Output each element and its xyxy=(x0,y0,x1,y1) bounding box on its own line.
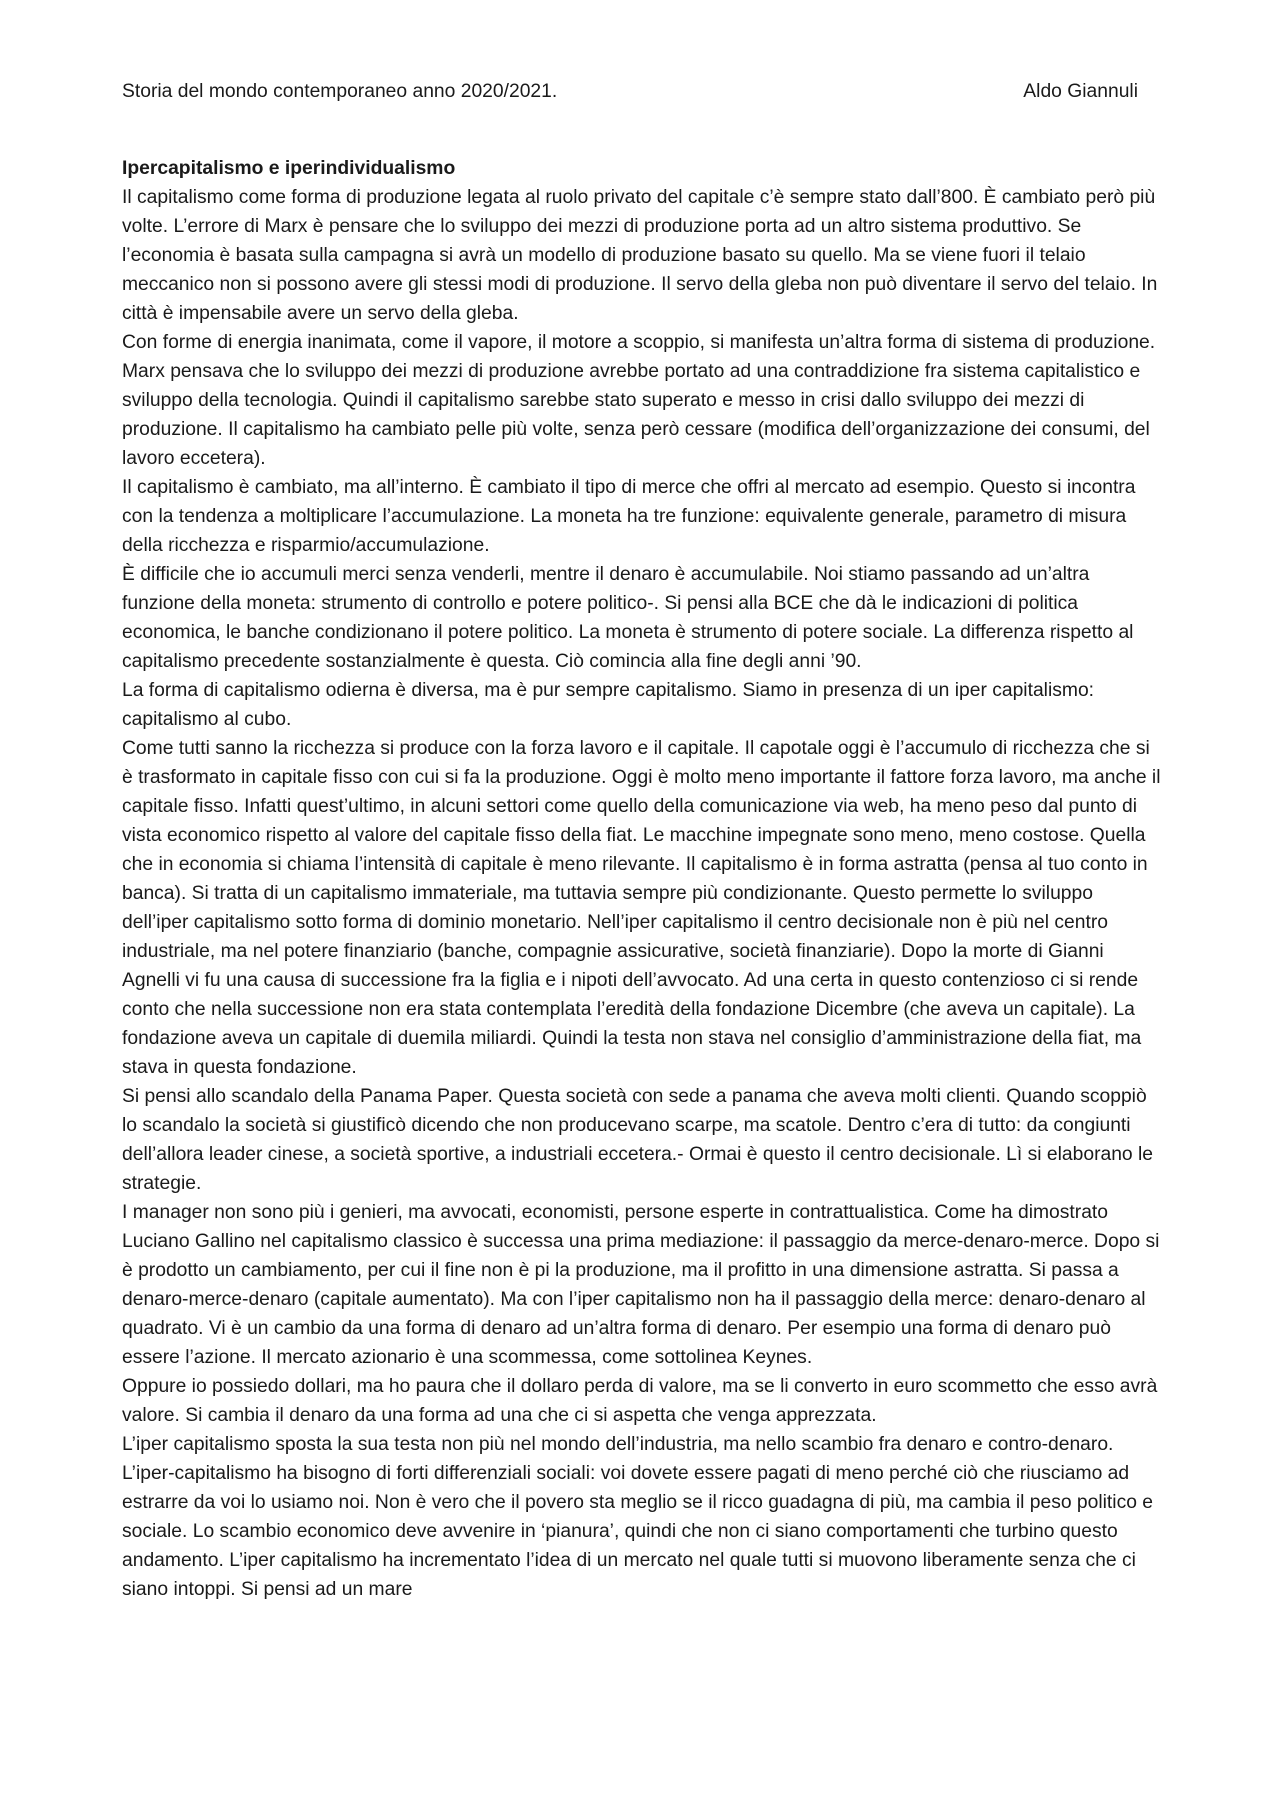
paragraph: Il capitalismo come forma di produzione legata al ruolo privato del capitale c’è sempre stato dall’800. È cambiato però più volte. L’errore di Marx è pensare che lo sviluppo dei mezzi di produzione porta ad un altro sistema produttivo. Se l’economia è basata sulla campagna si avrà un modello di produzione basato su quello. Ma se viene fuori il telaio meccanico non si possono avere gli stessi modi di produzione. Il servo della gleba non può diventare il servo del telaio. In città è impensabile avere un servo della gleba. xyxy=(122,187,1158,324)
section-heading: Ipercapitalismo e iperindividualismo xyxy=(122,158,456,179)
course-title: Storia del mondo contemporaneo anno 2020/2021. xyxy=(122,81,558,102)
paragraph: Oppure io possiedo dollari, ma ho paura che il dollaro perda di valore, ma se li converto in euro scommetto che esso avrà valore. Si cambia il denaro da una forma ad una che ci si aspetta che venga apprezzata. xyxy=(122,1376,1158,1426)
paragraph: È difficile che io accumuli merci senza venderli, mentre il denaro è accumulabile. Noi stiamo passando ad un’altra funzione della moneta: strumento di controllo e potere politico-. Si pensi alla BCE che dà le indicazioni di politica economica, le banche condizionano il potere politico. La moneta è strumento di potere sociale. La differenza rispetto al capitalismo precedente sostanzialmente è questa. Ciò comincia alla fine degli anni ’90. xyxy=(122,564,1134,672)
paragraph: La forma di capitalismo odierna è diversa, ma è pur sempre capitalismo. Siamo in presenza di un iper capitalismo: capitalismo al cubo. xyxy=(122,680,1095,730)
paragraph: Il capitalismo è cambiato, ma all’interno. È cambiato il tipo di merce che offri al mercato ad esempio. Questo si incontra con la tendenza a moltiplicare l’accumulazione. La moneta ha tre funzione: equivalente generale, parametro di misura della ricchezza e risparmio/accumulazione. xyxy=(122,477,1136,556)
paragraph: I manager non sono più i genieri, ma avvocati, economisti, persone esperte in contrattualistica. Come ha dimostrato Luciano Gallino nel capitalismo classico è successa una prima mediazione: il passaggio da merce-denaro-merce. Dopo si è prodotto un cambiamento, per cui il fine non è pi la produzione, ma il profitto in una dimensione astratta. Si passa a denaro-merce-denaro (capitale aumentato). Ma con l’iper capitalismo non ha il passaggio della merce: denaro-denaro al quadrato. Vi è un cambio da una forma di denaro ad un’altra forma di denaro. Per esempio una forma di denaro può essere l’azione. Il mercato azionario è una scommessa, come sottolinea Keynes. xyxy=(122,1202,1160,1368)
author-name: Aldo Giannuli xyxy=(1023,81,1138,102)
page-header xyxy=(122,78,1162,106)
paragraph: Con forme di energia inanimata, come il vapore, il motore a scoppio, si manifesta un’altra forma di sistema di produzione. Marx pensava che lo sviluppo dei mezzi di produzione avrebbe portato ad una contraddizione fra sistema capitalistico e sviluppo della tecnologia. Quindi il capitalismo sarebbe stato superato e messo in crisi dallo sviluppo dei mezzi di produzione. Il capitalismo ha cambiato pelle più volte, senza però cessare (modifica dell’organizzazione dei consumi, del lavoro eccetera). xyxy=(122,332,1156,469)
paragraph: Come tutti sanno la ricchezza si produce con la forza lavoro e il capitale. Il capotale oggi è l’accumulo di ricchezza che si è trasformato in capitale fisso con cui si fa la produzione. Oggi è molto meno importante il fattore forza lavoro, ma anche il capitale fisso. Infatti quest’ultimo, in alcuni settori come quello della comunicazione via web, ha meno peso dal punto di vista economico rispetto al valore del capitale fisso della fiat. Le macchine impegnate sono meno, meno costose. Quella che in economia si chiama l’intensità di capitale è meno rilevante. Il capitalismo è in forma astratta (pensa al tuo conto in banca). Si tratta di un capitalismo immateriale, ma tuttavia sempre più condizionante. Questo permette lo sviluppo dell’iper capitalismo sotto forma di dominio monetario. Nell’iper capitalismo il centro decisionale non è più nel centro industriale, ma nel potere finanziario (banche, compagnie assicurative, società finanziarie). Dopo la morte di Gianni Agnelli vi fu una causa di successione fra la figlia e i nipoti dell’avvocato. Ad una certa in questo contenzioso ci si rende conto che nella successione non era stata contemplata l’eredità della fondazione Dicembre (che aveva un capitale). La fondazione aveva un capitale di duemila miliardi. Quindi la testa non stava nel consiglio d’amministrazione della fiat, ma stava in questa fondazione. xyxy=(122,738,1161,1078)
paragraph: Si pensi allo scandalo della Panama Paper. Questa società con sede a panama che aveva molti clienti. Quando scoppiò lo scandalo la società si giustificò dicendo che non producevano scarpe, ma scatole. Dentro c’era di tutto: da congiunti dell’allora leader cinese, a società sportive, a industriali eccetera.- Ormai è questo il centro decisionale. Lì si elaborano le strategie. xyxy=(122,1086,1154,1194)
paragraph: L’iper capitalismo sposta la sua testa non più nel mondo dell’industria, ma nello scambio fra denaro e contro-denaro. L’iper-capitalismo ha bisogno di forti differenziali sociali: voi dovete essere pagati di meno perché ciò che riusciamo ad estrarre da voi lo usiamo noi. Non è vero che il povero sta meglio se il ricco guadagna di più, ma cambia il peso politico e sociale. Lo scambio economico deve avvenire in ‘pianura’, quindi che non ci siano comportamenti che turbino questo andamento. L’iper capitalismo ha incrementato l’idea di un mercato nel quale tutti si muovono liberamente senza che ci siano intoppi. Si pensi ad un mare xyxy=(122,1434,1154,1600)
document-body xyxy=(122,154,1162,1604)
